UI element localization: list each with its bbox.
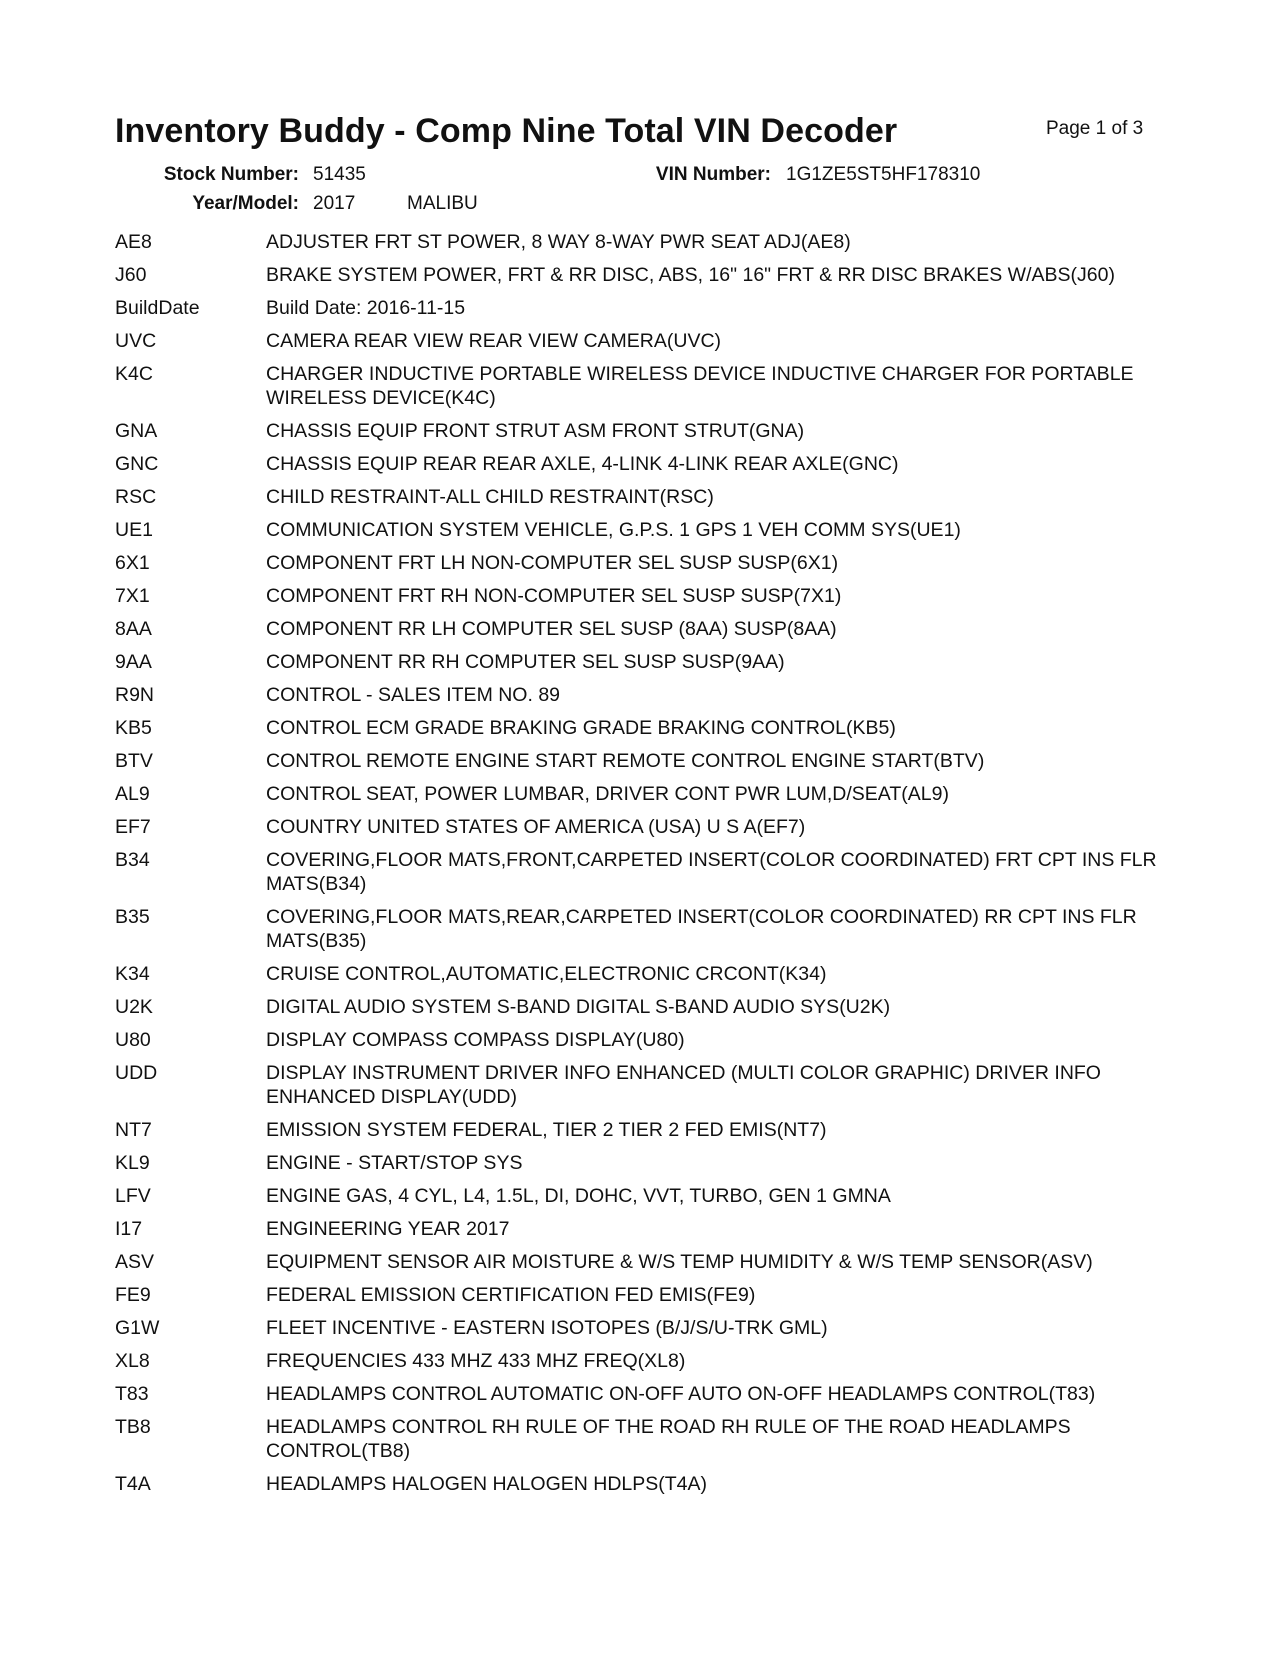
option-code: B35 (115, 906, 150, 928)
option-code-list (115, 230, 1175, 1505)
option-description: CHASSIS EQUIP FRONT STRUT ASM FRONT STRUT(GNA) (266, 420, 805, 442)
option-row (115, 1061, 1175, 1109)
page-number: Page 1 of 3 (1046, 118, 1144, 139)
option-row (115, 1382, 1175, 1406)
option-description: CONTROL SEAT, POWER LUMBAR, DRIVER CONT PWR LUM,D/SEAT(AL9) (266, 783, 949, 805)
option-code: EF7 (115, 816, 151, 838)
option-description: COMPONENT FRT RH NON-COMPUTER SEL SUSP SUSP(7X1) (266, 585, 842, 607)
option-code: GNA (115, 420, 158, 442)
option-code: 6X1 (115, 552, 150, 574)
option-row (115, 1316, 1175, 1340)
option-code: T4A (115, 1473, 151, 1495)
option-row (115, 617, 1175, 641)
option-row (115, 452, 1175, 476)
option-row (115, 485, 1175, 509)
option-description: CONTROL ECM GRADE BRAKING GRADE BRAKING CONTROL(KB5) (266, 717, 896, 739)
option-row (115, 650, 1175, 674)
option-description: ENGINEERING YEAR 2017 (266, 1218, 510, 1240)
option-description: FEDERAL EMISSION CERTIFICATION FED EMIS(FE9) (266, 1284, 756, 1306)
option-code: KL9 (115, 1152, 150, 1174)
option-description: HEADLAMPS CONTROL AUTOMATIC ON-OFF AUTO ON-OFF HEADLAMPS CONTROL(T83) (266, 1383, 1096, 1405)
vin-number-value: 1G1ZE5ST5HF178310 (786, 164, 981, 185)
option-row (115, 1028, 1175, 1052)
option-row (115, 1250, 1175, 1274)
option-row (115, 1415, 1175, 1463)
stock-number-value: 51435 (313, 164, 366, 185)
option-row (115, 1472, 1175, 1496)
option-code: KB5 (115, 717, 152, 739)
model-value: MALIBU (407, 193, 478, 214)
option-description: ADJUSTER FRT ST POWER, 8 WAY 8-WAY PWR SEAT ADJ(AE8) (266, 231, 851, 253)
option-code: U2K (115, 996, 153, 1018)
option-description: HEADLAMPS CONTROL RH RULE OF THE ROAD RH RULE OF THE ROAD HEADLAMPS CONTROL(TB8) (266, 1416, 1071, 1462)
option-description: ENGINE GAS, 4 CYL, L4, 1.5L, DI, DOHC, VVT, TURBO, GEN 1 GMNA (266, 1185, 891, 1207)
option-description: CAMERA REAR VIEW REAR VIEW CAMERA(UVC) (266, 330, 722, 352)
option-description: Build Date: 2016-11-15 (266, 297, 466, 319)
option-row (115, 518, 1175, 542)
option-description: CONTROL REMOTE ENGINE START REMOTE CONTROL ENGINE START(BTV) (266, 750, 985, 772)
option-description: COMMUNICATION SYSTEM VEHICLE, G.P.S. 1 GPS 1 VEH COMM SYS(UE1) (266, 519, 961, 541)
option-description: COMPONENT FRT LH NON-COMPUTER SEL SUSP SUSP(6X1) (266, 552, 839, 574)
option-code: TB8 (115, 1416, 151, 1438)
option-code: ASV (115, 1251, 155, 1273)
option-description: CRUISE CONTROL,AUTOMATIC,ELECTRONIC CRCONT(K34) (266, 963, 827, 985)
option-code: RSC (115, 486, 157, 508)
option-row (115, 1283, 1175, 1307)
option-code: G1W (115, 1317, 160, 1339)
option-code: UDD (115, 1062, 158, 1084)
year-value: 2017 (313, 193, 356, 214)
option-code: AL9 (115, 783, 150, 805)
option-code: NT7 (115, 1119, 152, 1141)
option-code: 8AA (115, 618, 152, 640)
option-description: CONTROL - SALES ITEM NO. 89 (266, 684, 561, 706)
option-description: COUNTRY UNITED STATES OF AMERICA (USA) U S A(EF7) (266, 816, 806, 838)
option-row (115, 848, 1175, 896)
year-model-label: Year/Model: (192, 193, 299, 214)
option-row (115, 1217, 1175, 1241)
option-row (115, 362, 1175, 410)
option-code: GNC (115, 453, 159, 475)
option-code: K4C (115, 363, 153, 385)
option-description: FREQUENCIES 433 MHZ 433 MHZ FREQ(XL8) (266, 1350, 686, 1372)
option-code: B34 (115, 849, 150, 871)
option-row (115, 263, 1175, 287)
option-description: EQUIPMENT SENSOR AIR MOISTURE & W/S TEMP HUMIDITY & W/S TEMP SENSOR(ASV) (266, 1251, 1093, 1273)
option-description: COVERING,FLOOR MATS,REAR,CARPETED INSERT(COLOR COORDINATED) RR CPT INS FLR MATS(B35) (266, 906, 1137, 952)
option-description: ENGINE - START/STOP SYS (266, 1152, 523, 1174)
option-code: I17 (115, 1218, 143, 1240)
option-code: T83 (115, 1383, 149, 1405)
option-row (115, 905, 1175, 953)
option-code: LFV (115, 1185, 151, 1207)
vin-number-label: VIN Number: (655, 164, 771, 185)
option-code: FE9 (115, 1284, 151, 1306)
option-description: HEADLAMPS HALOGEN HALOGEN HDLPS(T4A) (266, 1473, 708, 1495)
option-code: 9AA (115, 651, 152, 673)
stock-number-label: Stock Number: (163, 164, 299, 185)
option-row (115, 782, 1175, 806)
option-row (115, 584, 1175, 608)
option-code: XL8 (115, 1350, 150, 1372)
option-row (115, 716, 1175, 740)
option-code: J60 (115, 264, 147, 286)
option-row (115, 815, 1175, 839)
option-row (115, 1184, 1175, 1208)
option-row (115, 296, 1175, 320)
option-code: U80 (115, 1029, 151, 1051)
option-description: CHARGER INDUCTIVE PORTABLE WIRELESS DEVICE INDUCTIVE CHARGER FOR PORTABLE WIRELESS DEVICE(K4C) (266, 363, 1134, 409)
option-row (115, 230, 1175, 254)
option-row (115, 1151, 1175, 1175)
page-title: Inventory Buddy - Comp Nine Total VIN Decoder (115, 112, 898, 150)
option-description: EMISSION SYSTEM FEDERAL, TIER 2 TIER 2 FED EMIS(NT7) (266, 1119, 827, 1141)
option-description: CHASSIS EQUIP REAR REAR AXLE, 4-LINK 4-LINK REAR AXLE(GNC) (266, 453, 899, 475)
option-code: BTV (115, 750, 153, 772)
option-row (115, 995, 1175, 1019)
option-description: BRAKE SYSTEM POWER, FRT & RR DISC, ABS, 16" 16" FRT & RR DISC BRAKES W/ABS(J60) (266, 264, 1115, 286)
option-row (115, 551, 1175, 575)
option-code: K34 (115, 963, 150, 985)
option-code: UVC (115, 330, 157, 352)
option-description: CHILD RESTRAINT-ALL CHILD RESTRAINT(RSC) (266, 486, 714, 508)
option-row (115, 962, 1175, 986)
option-row (115, 329, 1175, 353)
option-code: AE8 (115, 231, 152, 253)
option-description: DIGITAL AUDIO SYSTEM S-BAND DIGITAL S-BAND AUDIO SYS(U2K) (266, 996, 891, 1018)
option-row (115, 1118, 1175, 1142)
option-description: DISPLAY COMPASS COMPASS DISPLAY(U80) (266, 1029, 685, 1051)
option-description: COMPONENT RR RH COMPUTER SEL SUSP SUSP(9AA) (266, 651, 785, 673)
option-code: 7X1 (115, 585, 150, 607)
option-row (115, 683, 1175, 707)
option-description: COVERING,FLOOR MATS,FRONT,CARPETED INSERT(COLOR COORDINATED) FRT CPT INS FLR MATS(B34) (266, 849, 1157, 895)
option-code: UE1 (115, 519, 153, 541)
option-description: COMPONENT RR LH COMPUTER SEL SUSP (8AA) SUSP(8AA) (266, 618, 837, 640)
option-row (115, 419, 1175, 443)
option-row (115, 749, 1175, 773)
option-description: FLEET INCENTIVE - EASTERN ISOTOPES (B/J/S/U-TRK GML) (266, 1317, 828, 1339)
option-code: BuildDate (115, 297, 200, 319)
option-code: R9N (115, 684, 155, 706)
option-description: DISPLAY INSTRUMENT DRIVER INFO ENHANCED (MULTI COLOR GRAPHIC) DRIVER INFO ENHANCED DISPLAY(UDD) (266, 1062, 1101, 1108)
option-row (115, 1349, 1175, 1373)
